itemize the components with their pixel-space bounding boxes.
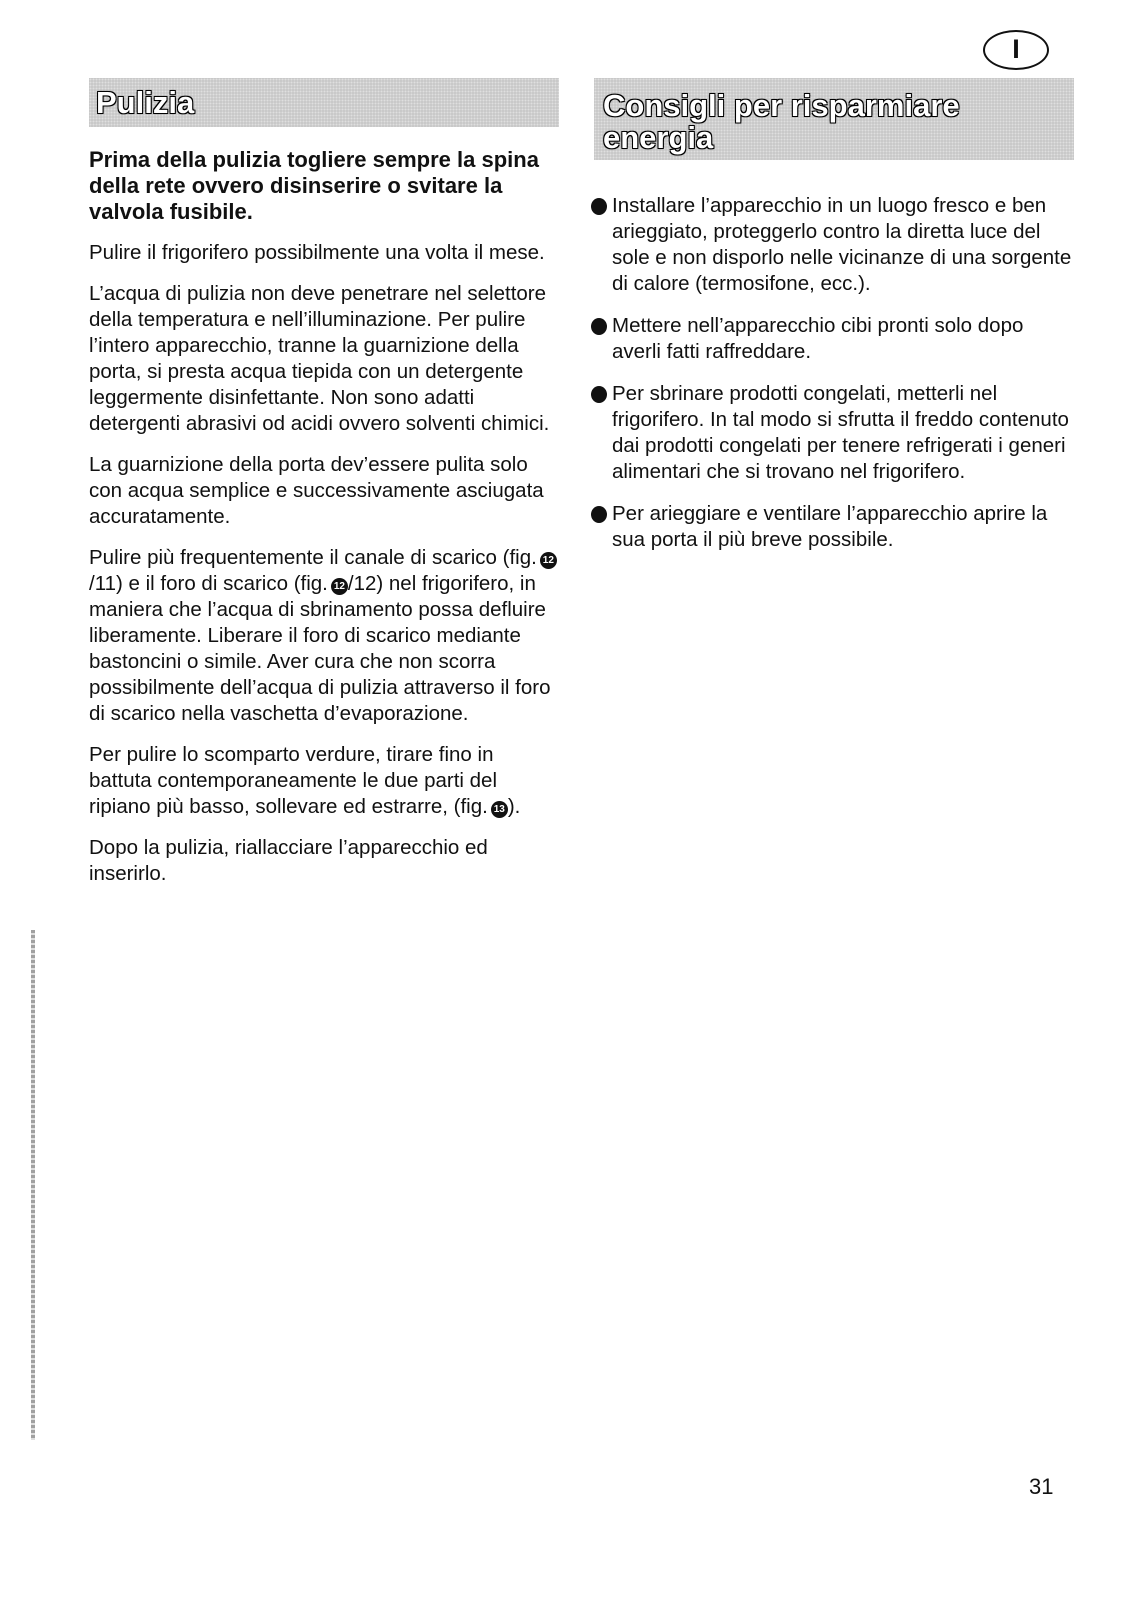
tip-text: Per arieggiare e ventilare l’apparecchio aprire la sua porta il più breve possibile.: [612, 502, 1048, 551]
figure-ref-12: 12: [540, 552, 557, 569]
scan-edge-artifact: [31, 930, 35, 1440]
tip-text: Installare l’apparecchio in un luogo fresco e ben arieggiato, proteggerlo contro la diretta luce del sole e non disporlo nelle vicinanze di una sorgente di calore (termosifone, ecc.).: [612, 194, 1072, 295]
drawer-text-1: Per pulire lo scomparto verdure, tirare fino in battuta contemporaneamente le due parti del ripiano più basso, sollevare ed estrarre, (fig.: [89, 743, 497, 818]
bullet-icon: [591, 198, 607, 215]
figure-ref-13: 13: [491, 801, 508, 818]
heading-text-line2: energia: [603, 120, 714, 155]
bullet-icon: [591, 318, 607, 335]
cleaning-section: [89, 78, 559, 902]
bullet-icon: [591, 506, 607, 523]
section-heading-cleaning: [89, 78, 559, 127]
list-item: [594, 381, 1074, 485]
heading-text: Pulizia: [96, 85, 195, 120]
energy-tips-section: [594, 78, 1074, 569]
safety-warning: Prima della pulizia togliere sempre la spina della rete ovvero disinserire o svitare la valvola fusibile.: [89, 147, 539, 224]
drain-text-3: /12) nel frigorifero, in maniera che l’acqua di sbrinamento possa defluire liberamente. Liberare il foro di scarico mediante bastoncini o simile. Aver cura che non scorra possibilmente dell’acqua di pulizia attraverso il foro di scarico nella vaschetta d’evaporazione.: [89, 572, 551, 725]
page-number: 31: [1029, 1474, 1054, 1499]
paragraph-after-cleaning: Dopo la pulizia, riallacciare l’apparecchio ed inserirlo.: [89, 836, 488, 885]
drawer-text-2: ).: [507, 795, 521, 818]
bullet-icon: [591, 386, 607, 403]
heading-text-line1: Consigli per risparmiare: [603, 88, 960, 123]
list-item: [594, 501, 1074, 553]
tip-text: Mettere nell’apparecchio cibi pronti solo dopo averli fatti raffreddare.: [612, 314, 1024, 363]
drain-text-1: Pulire più frequentemente il canale di scarico (fig.: [89, 546, 537, 569]
tip-text: Per sbrinare prodotti congelati, metterli nel frigorifero. In tal modo si sfrutta il freddo contenuto dai prodotti congelati per tenere refrigerati i generi alimentari che si trovano nel frigorifero.: [612, 382, 1069, 483]
paragraph-vegetable-drawer: [89, 742, 559, 820]
figure-ref-12: 12: [331, 578, 348, 595]
energy-tips-list: [594, 193, 1074, 553]
paragraph-door-seal: La guarnizione della porta dev’essere pulita solo con acqua semplice e successivamente asciugata accuratamente.: [89, 453, 544, 528]
list-item: [594, 193, 1074, 297]
paragraph-frequency: Pulire il frigorifero possibilmente una volta il mese.: [89, 241, 545, 264]
paragraph-drain: [89, 545, 559, 727]
drain-text-2: /11) e il foro di scarico (fig.: [89, 572, 328, 595]
language-badge: I: [983, 30, 1049, 70]
section-heading-energy: [594, 78, 1074, 160]
list-item: [594, 313, 1074, 365]
paragraph-cleaning-water: L’acqua di pulizia non deve penetrare nel selettore della temperatura e nell’illuminazione. Per pulire l’intero apparecchio, tranne la guarnizione della porta, si presta acqua tiepida con un detergente leggermente disinfettante. Non sono adatti detergenti abrasivi od acidi ovvero solventi chimici.: [89, 282, 550, 435]
